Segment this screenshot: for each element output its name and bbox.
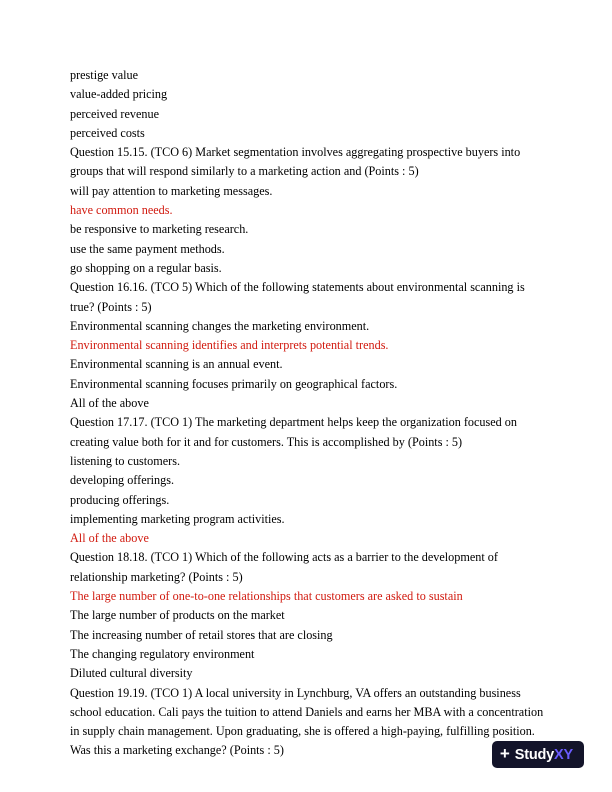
text-line: The changing regulatory environment <box>70 646 255 661</box>
text-line: Question 19.19. (TCO 1) A local university in Lynchburg, VA offers an outstanding business <box>70 685 521 700</box>
text-line: go shopping on a regular basis. <box>70 260 222 275</box>
text-line: Diluted cultural diversity <box>70 666 193 681</box>
document-text-body <box>70 66 544 761</box>
text-line: value-added pricing <box>70 87 168 102</box>
text-line: use the same payment methods. <box>70 241 225 256</box>
text-line: developing offerings. <box>70 473 175 488</box>
text-line: Environmental scanning changes the marketing environment. <box>70 318 370 333</box>
text-line: in supply chain management. Upon graduating, she is offered a high-paying, fulfilling position. <box>70 724 535 739</box>
text-line: producing offerings. <box>70 492 170 507</box>
answer-line: Environmental scanning identifies and interprets potential trends. <box>70 338 389 353</box>
text-line: prestige value <box>70 68 139 82</box>
text-line: will pay attention to marketing messages. <box>70 183 273 198</box>
text-line: true? (Points : 5) <box>70 299 152 314</box>
text-line: Environmental scanning focuses primarily on geographical factors. <box>70 376 398 391</box>
text-line: Environmental scanning is an annual event. <box>70 357 283 372</box>
text-line: perceived revenue <box>70 106 159 121</box>
text-line: listening to customers. <box>70 453 181 468</box>
text-line: school education. Cali pays the tuition to attend Daniels and earns her MBA with a concentration <box>70 704 544 719</box>
answer-line: have common needs. <box>70 203 173 218</box>
plus-icon: + <box>499 744 510 763</box>
text-line: Question 16.16. (TCO 5) Which of the following statements about environmental scanning is <box>70 280 525 295</box>
text-line: groups that will respond similarly to a marketing action and (Points : 5) <box>70 164 419 179</box>
answer-line: All of the above <box>70 531 149 546</box>
text-line: implementing marketing program activities. <box>70 511 285 526</box>
text-line: Question 17.17. (TCO 1) The marketing department helps keep the organization focused on <box>70 415 517 430</box>
text-line: Was this a marketing exchange? (Points : 5) <box>70 743 284 758</box>
text-line: creating value both for it and for customers. This is accomplished by (Points : 5) <box>70 434 463 449</box>
watermark-label-study: Study <box>514 746 555 763</box>
watermark-label <box>515 747 573 763</box>
text-line: The increasing number of retail stores that are closing <box>70 627 333 642</box>
watermark-label-xy: XY <box>554 746 573 763</box>
text-line: be responsive to marketing research. <box>70 222 249 237</box>
text-line: Question 18.18. (TCO 1) Which of the following acts as a barrier to the development of <box>70 550 498 565</box>
text-line: relationship marketing? (Points : 5) <box>70 569 243 584</box>
text-line: perceived costs <box>70 125 145 140</box>
answer-line: The large number of one-to-one relationships that customers are asked to sustain <box>70 589 463 604</box>
studyxy-watermark <box>492 741 584 768</box>
text-line: Question 15.15. (TCO 6) Market segmentation involves aggregating prospective buyers into <box>70 145 521 160</box>
text-line: All of the above <box>70 396 149 411</box>
text-line: The large number of products on the market <box>70 608 285 623</box>
